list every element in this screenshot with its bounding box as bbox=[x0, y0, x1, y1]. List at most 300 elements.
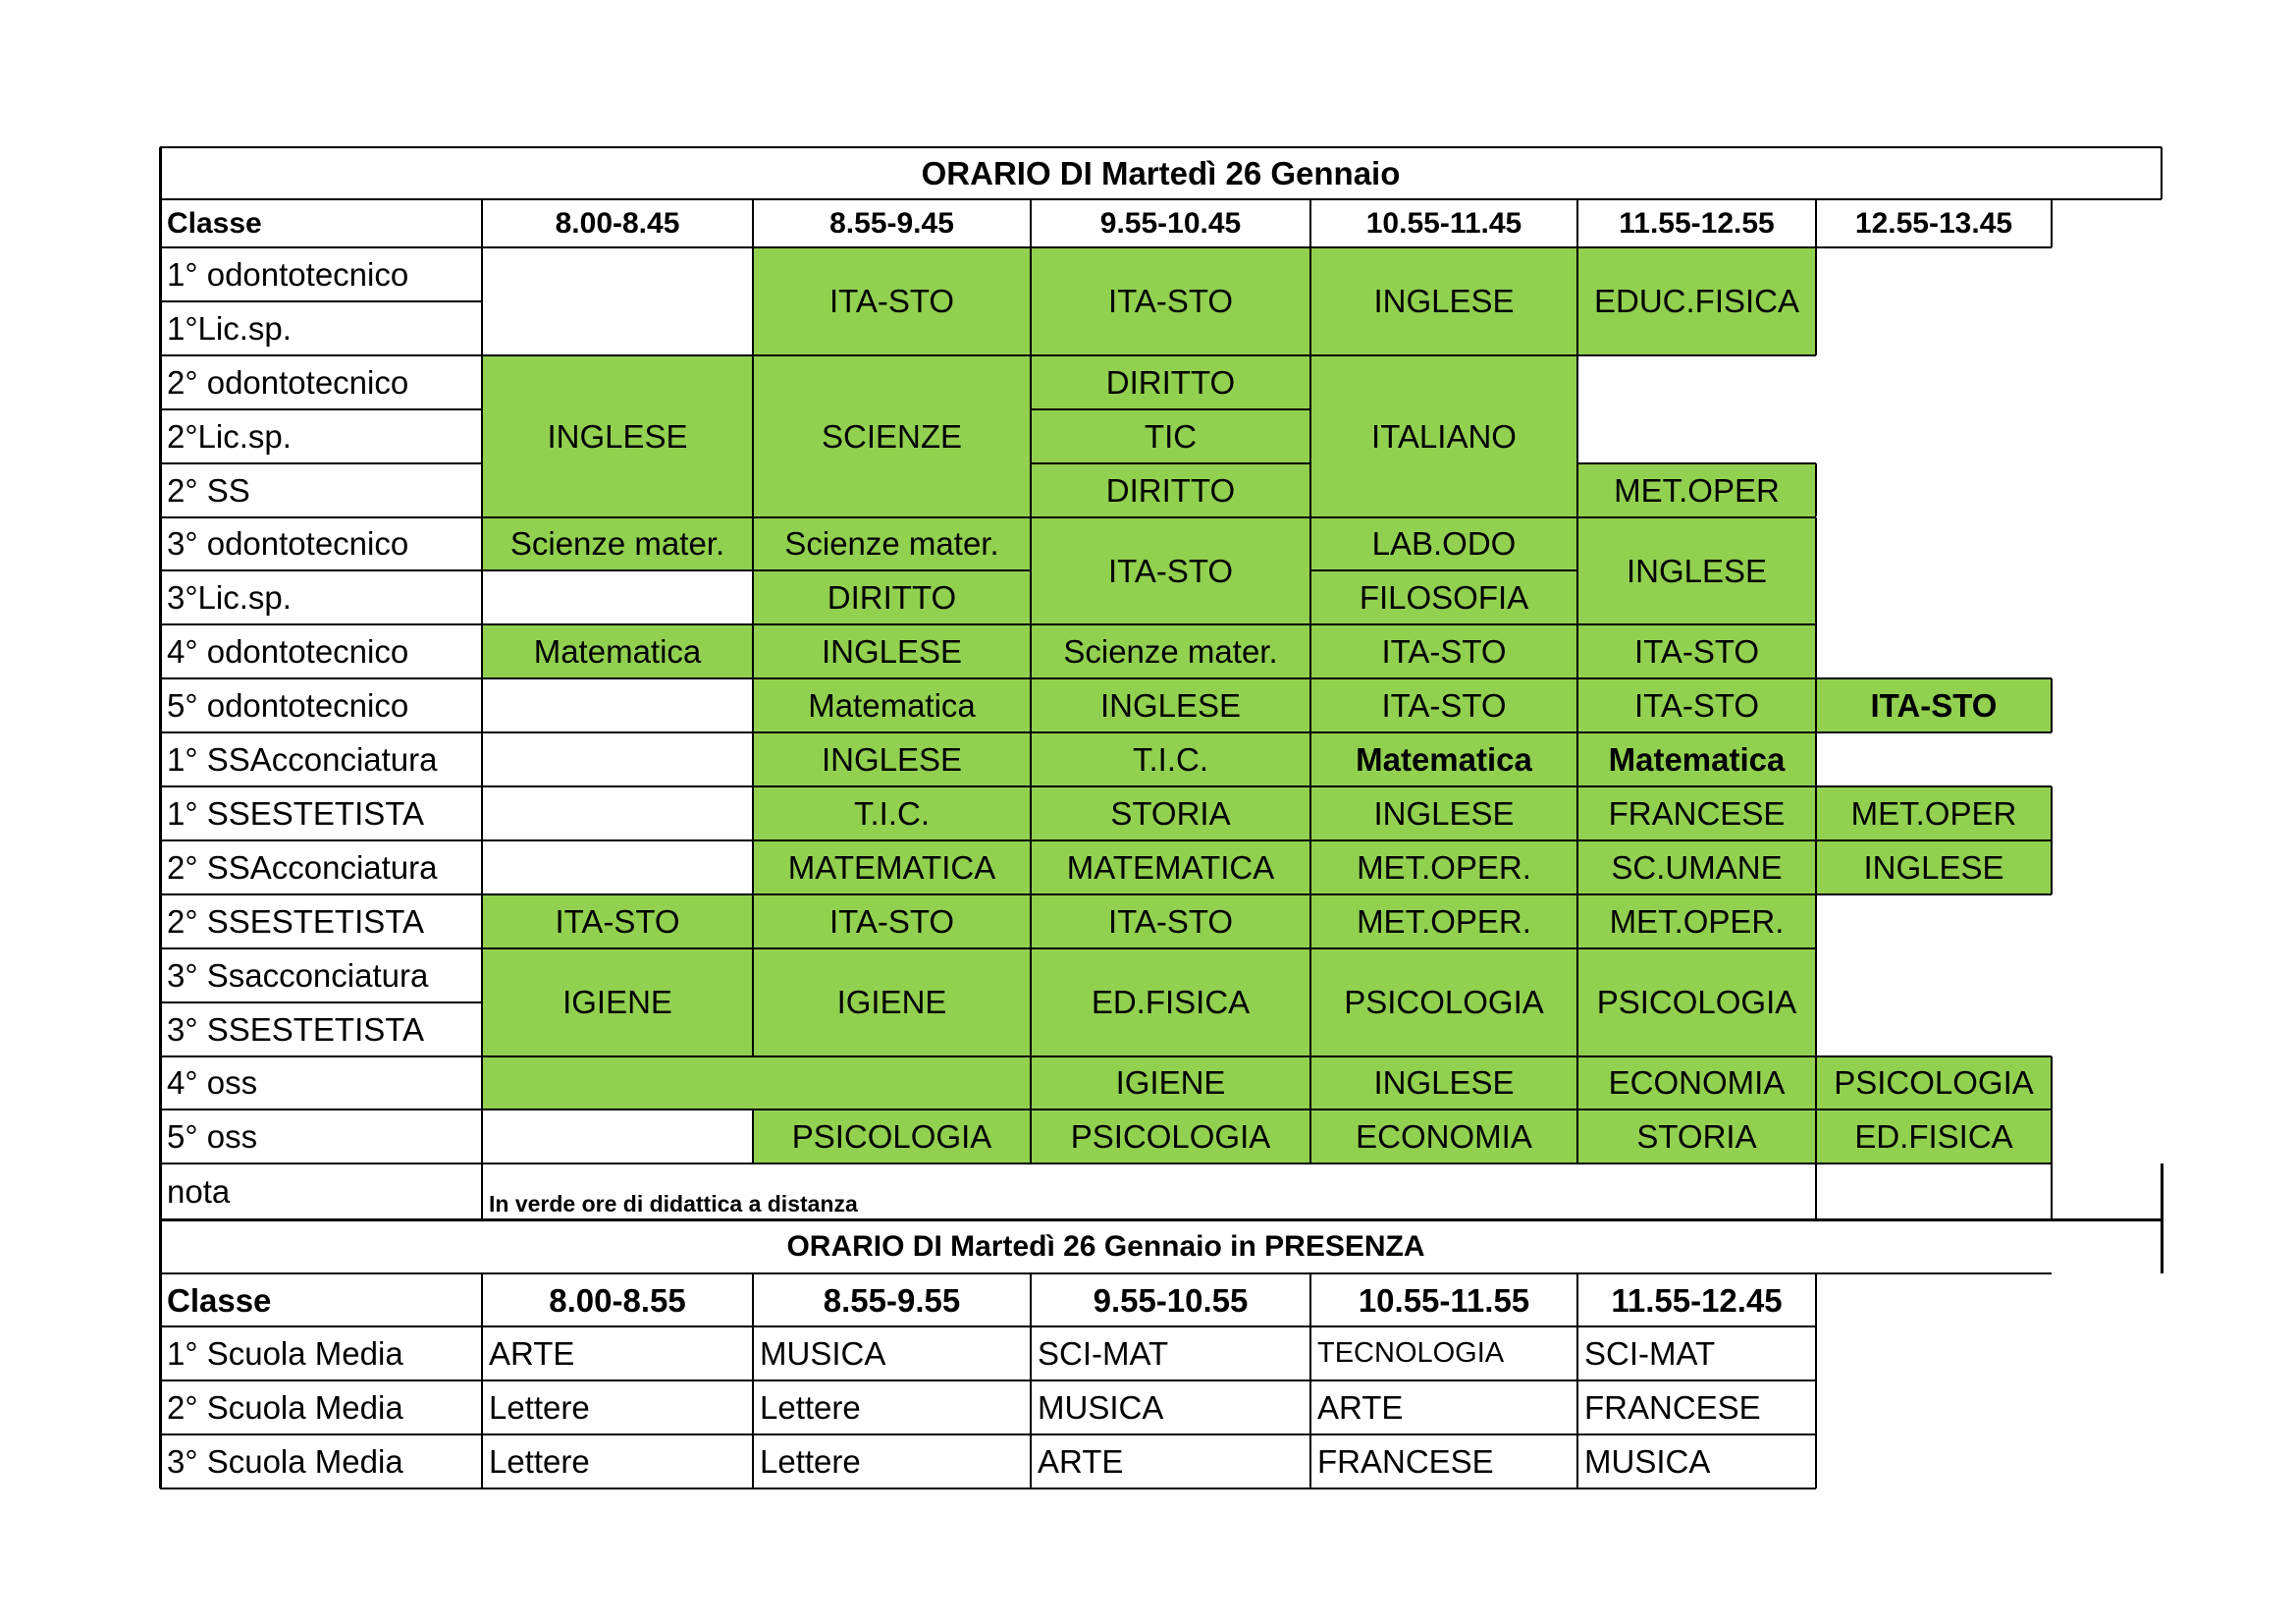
presence-header-slot: 8.55-9.55 bbox=[823, 1281, 961, 1319]
grid-line bbox=[1309, 355, 1311, 517]
grid-line bbox=[1576, 1273, 1578, 1488]
grid-line bbox=[1816, 785, 2052, 787]
grid-line bbox=[1031, 623, 1310, 625]
grid-line bbox=[1815, 517, 1817, 625]
grid-line bbox=[1030, 732, 1032, 786]
lesson-cell: INGLESE bbox=[1310, 786, 1577, 840]
grid-line bbox=[1310, 1163, 1577, 1164]
lesson-cell: IGIENE bbox=[753, 948, 1031, 1056]
grid-line bbox=[1576, 948, 1578, 1056]
grid-line bbox=[160, 408, 482, 410]
grid-line bbox=[752, 517, 754, 571]
grid-line bbox=[1815, 463, 1817, 517]
header-slot: 12.55-13.45 bbox=[1854, 206, 2013, 240]
grid-line bbox=[1576, 732, 1578, 786]
presence-subject: Lettere bbox=[760, 1443, 861, 1480]
grid-line bbox=[1030, 948, 1032, 1056]
grid-line bbox=[1310, 893, 1577, 895]
grid-line bbox=[753, 839, 1031, 841]
lesson-cell: ITA-STO bbox=[753, 247, 1031, 355]
grid-line bbox=[1815, 732, 1817, 786]
grid-line bbox=[160, 623, 482, 625]
grid-line bbox=[753, 731, 1031, 733]
grid-line bbox=[481, 732, 483, 786]
lesson-cell: ITA-STO bbox=[828, 902, 955, 940]
grid-line bbox=[481, 624, 483, 678]
grid-line bbox=[752, 1109, 754, 1163]
presence-class: 2° Scuola Media bbox=[167, 1389, 403, 1426]
grid-line bbox=[482, 1055, 1031, 1057]
grid-line bbox=[481, 786, 483, 840]
lesson-cell: TIC bbox=[1031, 409, 1310, 463]
grid-line bbox=[160, 462, 482, 464]
presence-header-class: Classe bbox=[167, 1281, 272, 1319]
grid-line bbox=[2051, 1163, 2053, 1219]
class-name: 2°Lic.sp. bbox=[167, 417, 292, 455]
header-slot: 10.55-11.45 bbox=[1365, 206, 1522, 240]
grid-line bbox=[1816, 731, 2052, 733]
grid-line bbox=[1030, 786, 1032, 948]
grid-line bbox=[752, 355, 754, 517]
grid-line bbox=[1816, 1055, 2052, 1057]
grid-line bbox=[2051, 1109, 2053, 1163]
grid-line bbox=[1309, 894, 1311, 948]
lesson-cell: ITALIANO bbox=[1310, 355, 1577, 517]
lesson-cell: DIRITTO bbox=[753, 570, 1031, 624]
grid-line bbox=[1816, 1163, 2052, 1164]
lesson-cell: Matematica bbox=[1577, 732, 1816, 786]
grid-line bbox=[160, 677, 482, 679]
grid-line bbox=[1309, 786, 1311, 840]
class-name: 2° SSESTETISTA bbox=[167, 902, 424, 940]
grid-line bbox=[481, 1273, 483, 1488]
grid-line bbox=[160, 354, 482, 356]
grid-line bbox=[1816, 1109, 2052, 1110]
presence-subject: ARTE bbox=[489, 1335, 575, 1372]
presence-header-slot: 10.55-11.55 bbox=[1358, 1281, 1530, 1319]
grid-line bbox=[1030, 517, 1032, 625]
grid-line bbox=[1577, 947, 1816, 949]
grid-line bbox=[1030, 247, 1032, 355]
grid-line bbox=[160, 731, 482, 733]
lesson-cell: T.I.C. bbox=[853, 794, 930, 832]
grid-line bbox=[1815, 624, 1817, 678]
grid-line bbox=[752, 570, 754, 624]
grid-line bbox=[752, 786, 754, 948]
header-class: Classe bbox=[167, 206, 262, 240]
lesson-cell: MATEMATICA bbox=[787, 848, 996, 886]
grid-line bbox=[482, 947, 753, 949]
lesson-cell: ITA-STO bbox=[1310, 678, 1577, 732]
presence-subject: MUSICA bbox=[1584, 1443, 1711, 1480]
lesson-cell: INGLESE bbox=[1577, 517, 1816, 625]
grid-line bbox=[752, 199, 754, 247]
grid-line bbox=[1309, 1056, 1311, 1110]
grid-line bbox=[1577, 1163, 1816, 1164]
grid-line bbox=[753, 947, 1031, 949]
class-name: 3°Lic.sp. bbox=[167, 579, 292, 617]
grid-line bbox=[1815, 786, 1817, 840]
grid-line bbox=[1577, 1109, 1816, 1110]
grid-line bbox=[482, 785, 753, 787]
presence-title: ORARIO DI Martedì 26 Gennaio in PRESENZA bbox=[786, 1229, 1425, 1263]
grid-line bbox=[1030, 1109, 1032, 1163]
lesson-cell: INGLESE bbox=[1031, 678, 1310, 732]
lesson-cell: ITA-STO bbox=[1031, 517, 1310, 625]
lesson-cell: INGLESE bbox=[482, 355, 753, 517]
grid-line bbox=[1310, 354, 1577, 356]
grid-line bbox=[160, 1001, 482, 1003]
presence-subject: TECNOLOGIA bbox=[1317, 1337, 1505, 1369]
presence-subject: Lettere bbox=[489, 1443, 590, 1480]
grid-line bbox=[1030, 355, 1032, 409]
grid-line bbox=[1031, 677, 1310, 679]
class-name: 2° odontotecnico bbox=[167, 363, 409, 401]
lesson-cell: INGLESE bbox=[753, 732, 1031, 786]
class-name: 1° odontotecnico bbox=[167, 255, 409, 293]
grid-line bbox=[159, 147, 162, 1488]
lesson-cell: PSICOLOGIA bbox=[1310, 948, 1577, 1056]
grid-line bbox=[160, 198, 2162, 200]
grid-line bbox=[1030, 624, 1032, 678]
grid-line bbox=[482, 677, 753, 679]
grid-line bbox=[1310, 1109, 1577, 1110]
grid-line bbox=[160, 1325, 1816, 1327]
grid-line bbox=[1815, 1109, 1817, 1163]
grid-line bbox=[1576, 517, 1578, 625]
grid-line bbox=[753, 516, 1031, 518]
online-block bbox=[482, 1056, 1031, 1110]
class-name: 1° SSAcconciatura bbox=[167, 741, 438, 779]
grid-line bbox=[752, 247, 754, 355]
grid-line bbox=[1310, 731, 1577, 733]
grid-line bbox=[482, 893, 753, 895]
class-name: 2° SS bbox=[167, 471, 250, 509]
grid-line bbox=[1310, 785, 1577, 787]
grid-line bbox=[481, 840, 483, 894]
grid-line bbox=[1816, 839, 2052, 841]
grid-line bbox=[753, 246, 1031, 248]
lesson-cell: STORIA bbox=[1031, 786, 1310, 840]
grid-line bbox=[481, 1109, 483, 1163]
grid-line bbox=[160, 516, 482, 518]
grid-line bbox=[1815, 1056, 1817, 1110]
class-name: 5° odontotecnico bbox=[167, 687, 409, 725]
grid-line bbox=[1576, 894, 1578, 948]
lesson-cell: ITA-STO bbox=[1577, 624, 1816, 678]
grid-line bbox=[1310, 839, 1577, 841]
grid-line bbox=[160, 1163, 482, 1164]
lesson-cell: PSICOLOGIA bbox=[1577, 948, 1816, 1056]
grid-line bbox=[481, 948, 483, 1056]
lesson-cell: ECONOMIA bbox=[1577, 1056, 1816, 1110]
lesson-cell: IGIENE bbox=[482, 948, 753, 1056]
grid-line bbox=[482, 569, 753, 571]
grid-line bbox=[1031, 893, 1310, 895]
lesson-cell: STORIA bbox=[1577, 1109, 1816, 1163]
grid-line bbox=[1815, 840, 1817, 894]
lesson-cell: INGLESE bbox=[1310, 1056, 1577, 1110]
grid-line bbox=[481, 678, 483, 732]
class-name: 1°Lic.sp. bbox=[167, 309, 292, 347]
grid-line bbox=[753, 623, 1031, 625]
grid-line bbox=[1031, 462, 1310, 464]
grid-line bbox=[752, 678, 754, 732]
grid-line bbox=[752, 732, 754, 786]
grid-line bbox=[482, 1109, 1031, 1110]
grid-line bbox=[1577, 893, 1816, 895]
lesson-cell: INGLESE bbox=[1310, 247, 1577, 355]
grid-line bbox=[752, 1273, 754, 1488]
grid-line bbox=[160, 1109, 482, 1110]
grid-line bbox=[160, 947, 482, 949]
lesson-cell: MET.OPER. bbox=[1310, 840, 1577, 894]
grid-line bbox=[1310, 246, 1577, 248]
grid-line bbox=[1031, 785, 1310, 787]
lesson-cell: LAB.ODO bbox=[1310, 517, 1577, 571]
grid-line bbox=[1309, 1109, 1311, 1163]
grid-line bbox=[753, 569, 1031, 571]
grid-line bbox=[481, 247, 483, 355]
grid-line bbox=[1310, 623, 1577, 625]
lesson-cell: DIRITTO bbox=[1031, 463, 1310, 517]
lesson-cell: SCIENZE bbox=[753, 355, 1031, 517]
grid-line bbox=[160, 1055, 482, 1057]
grid-line bbox=[1309, 732, 1311, 786]
grid-line bbox=[1577, 623, 1816, 625]
lesson-cell: MET.OPER. bbox=[1310, 894, 1577, 948]
grid-line bbox=[1576, 199, 1578, 247]
grid-line bbox=[482, 731, 753, 733]
grid-line bbox=[753, 354, 1031, 356]
grid-line bbox=[1309, 1273, 1311, 1488]
grid-line bbox=[1309, 678, 1311, 732]
lesson-cell: ITA-STO bbox=[1031, 247, 1310, 355]
grid-line bbox=[1576, 624, 1578, 678]
grid-line bbox=[1577, 731, 1816, 733]
header-slot: 9.55-10.45 bbox=[1099, 206, 1242, 240]
grid-line bbox=[481, 355, 483, 517]
grid-line bbox=[1310, 569, 1577, 571]
lesson-cell: FILOSOFIA bbox=[1310, 570, 1577, 624]
grid-line bbox=[1031, 246, 1310, 248]
class-name: 2° SSAcconciatura bbox=[167, 848, 438, 886]
presence-subject: MUSICA bbox=[760, 1335, 886, 1372]
presence-subject: FRANCESE bbox=[1317, 1443, 1494, 1480]
grid-line bbox=[2051, 1056, 2053, 1110]
lesson-cell: ED.FISICA bbox=[1816, 1109, 2052, 1163]
grid-line bbox=[1031, 354, 1310, 356]
lesson-cell: Matematica bbox=[1310, 732, 1577, 786]
header-slot: 8.00-8.45 bbox=[555, 206, 680, 240]
lesson-cell: ED.FISICA bbox=[1031, 948, 1310, 1056]
grid-line bbox=[2051, 786, 2053, 840]
lesson-cell: MET.OPER bbox=[1816, 786, 2052, 840]
grid-line bbox=[160, 1380, 1816, 1381]
grid-line bbox=[753, 1163, 1031, 1164]
grid-line bbox=[481, 1056, 483, 1110]
class-name: 3° Ssacconciatura bbox=[167, 956, 429, 994]
grid-line bbox=[1577, 677, 1816, 679]
grid-line bbox=[1577, 785, 1816, 787]
lesson-cell: PSICOLOGIA bbox=[753, 1109, 1031, 1163]
presence-subject: FRANCESE bbox=[1584, 1389, 1761, 1426]
grid-line bbox=[753, 893, 1031, 895]
presence-subject: Lettere bbox=[760, 1389, 861, 1426]
grid-line bbox=[1309, 948, 1311, 1056]
class-name: 5° oss bbox=[167, 1118, 258, 1156]
lesson-cell: Matematica bbox=[753, 678, 1031, 732]
lesson-cell: Scienze mater. bbox=[482, 517, 753, 571]
grid-line bbox=[1309, 570, 1311, 624]
grid-line bbox=[482, 516, 753, 518]
grid-line bbox=[1815, 678, 1817, 732]
presence-subject: ARTE bbox=[1317, 1389, 1404, 1426]
lesson-cell: MET.OPER. bbox=[1577, 894, 1816, 948]
grid-line bbox=[1815, 948, 1817, 1056]
note-text: In verde ore di didattica a distanza bbox=[489, 1190, 858, 1217]
grid-line bbox=[1031, 947, 1310, 949]
class-name: 4° odontotecnico bbox=[167, 633, 409, 671]
grid-line bbox=[1309, 517, 1311, 571]
grid-line bbox=[1309, 840, 1311, 894]
lesson-cell: SC.UMANE bbox=[1577, 840, 1816, 894]
presence-class: 3° Scuola Media bbox=[167, 1443, 403, 1480]
grid-line bbox=[482, 839, 753, 841]
lesson-cell: DIRITTO bbox=[1031, 355, 1310, 409]
grid-line bbox=[2161, 147, 2163, 199]
grid-line bbox=[481, 199, 483, 247]
lesson-cell: ECONOMIA bbox=[1310, 1109, 1577, 1163]
grid-line bbox=[481, 570, 483, 624]
grid-line bbox=[1815, 894, 1817, 948]
grid-line bbox=[1309, 199, 1311, 247]
grid-line bbox=[1576, 1056, 1578, 1110]
grid-line bbox=[160, 1434, 1816, 1435]
grid-line bbox=[482, 1163, 753, 1164]
presence-subject: ARTE bbox=[1038, 1443, 1124, 1480]
grid-line bbox=[1577, 1055, 1816, 1057]
grid-line bbox=[1031, 516, 1310, 518]
presence-subject: SCI-MAT bbox=[1038, 1335, 1169, 1372]
presence-header-slot: 9.55-10.55 bbox=[1093, 1281, 1249, 1319]
lesson-cell: ITA-STO bbox=[1577, 678, 1816, 732]
grid-line bbox=[1576, 786, 1578, 840]
grid-line bbox=[2052, 1218, 2162, 1221]
lesson-cell: FRANCESE bbox=[1577, 786, 1816, 840]
grid-line bbox=[1310, 677, 1577, 679]
class-name: 1° SSESTETISTA bbox=[167, 794, 424, 832]
grid-line bbox=[481, 517, 483, 571]
lesson-cell: ITA-STO bbox=[1031, 894, 1310, 948]
presence-header-slot: 11.55-12.45 bbox=[1611, 1281, 1783, 1319]
grid-line bbox=[1815, 247, 1817, 355]
class-name: 3° SSESTETISTA bbox=[167, 1010, 424, 1048]
grid-line bbox=[160, 146, 2162, 148]
lesson-cell: INGLESE bbox=[1816, 840, 2052, 894]
grid-line bbox=[1310, 1055, 1577, 1057]
grid-line bbox=[482, 246, 753, 248]
lesson-cell: IGIENE bbox=[1031, 1056, 1310, 1110]
grid-line bbox=[1577, 246, 1816, 248]
grid-line bbox=[1030, 463, 1032, 517]
presence-subject: SCI-MAT bbox=[1584, 1335, 1716, 1372]
grid-line bbox=[752, 624, 754, 678]
grid-line bbox=[1030, 199, 1032, 247]
grid-line bbox=[1031, 839, 1310, 841]
presence-header-slot: 8.00-8.55 bbox=[549, 1281, 686, 1319]
grid-line bbox=[2051, 678, 2053, 732]
lesson-cell: PSICOLOGIA bbox=[1031, 1109, 1310, 1163]
grid-line bbox=[1030, 678, 1032, 732]
grid-line bbox=[1815, 199, 1817, 247]
presence-subject: MUSICA bbox=[1038, 1389, 1164, 1426]
lesson-cell: Scienze mater. bbox=[1031, 624, 1310, 678]
grid-line bbox=[752, 948, 754, 1056]
grid-line bbox=[1576, 1109, 1578, 1163]
grid-line bbox=[753, 785, 1031, 787]
grid-line bbox=[1576, 463, 1578, 517]
grid-line bbox=[160, 1272, 2052, 1274]
grid-line bbox=[1815, 1163, 1817, 1219]
grid-line bbox=[1816, 893, 2052, 895]
grid-line bbox=[481, 894, 483, 948]
grid-line bbox=[482, 623, 753, 625]
grid-line bbox=[1576, 678, 1578, 732]
grid-line bbox=[482, 354, 753, 356]
lesson-cell: MATEMATICA bbox=[1031, 840, 1310, 894]
grid-line bbox=[160, 569, 482, 571]
grid-line bbox=[1576, 247, 1578, 355]
grid-line bbox=[1576, 840, 1578, 894]
note-label: nota bbox=[167, 1173, 231, 1211]
grid-line bbox=[1309, 624, 1311, 678]
grid-line bbox=[753, 677, 1031, 679]
grid-line bbox=[1310, 516, 1577, 518]
grid-line bbox=[1031, 408, 1310, 410]
grid-line bbox=[1815, 1273, 1817, 1488]
lesson-cell: ITA-STO bbox=[1816, 678, 2052, 732]
grid-line bbox=[1030, 409, 1032, 463]
header-slot: 11.55-12.55 bbox=[1619, 206, 1775, 240]
grid-line bbox=[2051, 199, 2053, 247]
lesson-cell: INGLESE bbox=[753, 624, 1031, 678]
grid-line bbox=[160, 1488, 1816, 1489]
grid-line bbox=[160, 785, 482, 787]
header-slot: 8.55-9.45 bbox=[829, 206, 954, 240]
grid-line bbox=[160, 300, 482, 302]
presence-class: 1° Scuola Media bbox=[167, 1335, 403, 1372]
grid-line bbox=[1030, 1273, 1032, 1488]
grid-line bbox=[1031, 1163, 1310, 1164]
lesson-cell: T.I.C. bbox=[1031, 732, 1310, 786]
grid-line bbox=[1309, 247, 1311, 355]
lesson-cell: ITA-STO bbox=[482, 894, 753, 948]
grid-line bbox=[1031, 731, 1310, 733]
grid-line bbox=[160, 839, 482, 841]
grid-line bbox=[1577, 354, 1816, 356]
grid-line bbox=[2051, 840, 2053, 894]
lesson-cell: Matematica bbox=[482, 624, 753, 678]
class-name: 4° oss bbox=[167, 1064, 258, 1102]
lesson-cell: ITA-STO bbox=[1310, 624, 1577, 678]
class-name: 3° odontotecnico bbox=[167, 525, 409, 563]
grid-line bbox=[1577, 516, 1816, 518]
grid-line bbox=[1031, 1055, 1310, 1057]
grid-line bbox=[1030, 1056, 1032, 1110]
lesson-cell: MET.OPER bbox=[1577, 463, 1816, 517]
grid-line bbox=[1310, 947, 1577, 949]
